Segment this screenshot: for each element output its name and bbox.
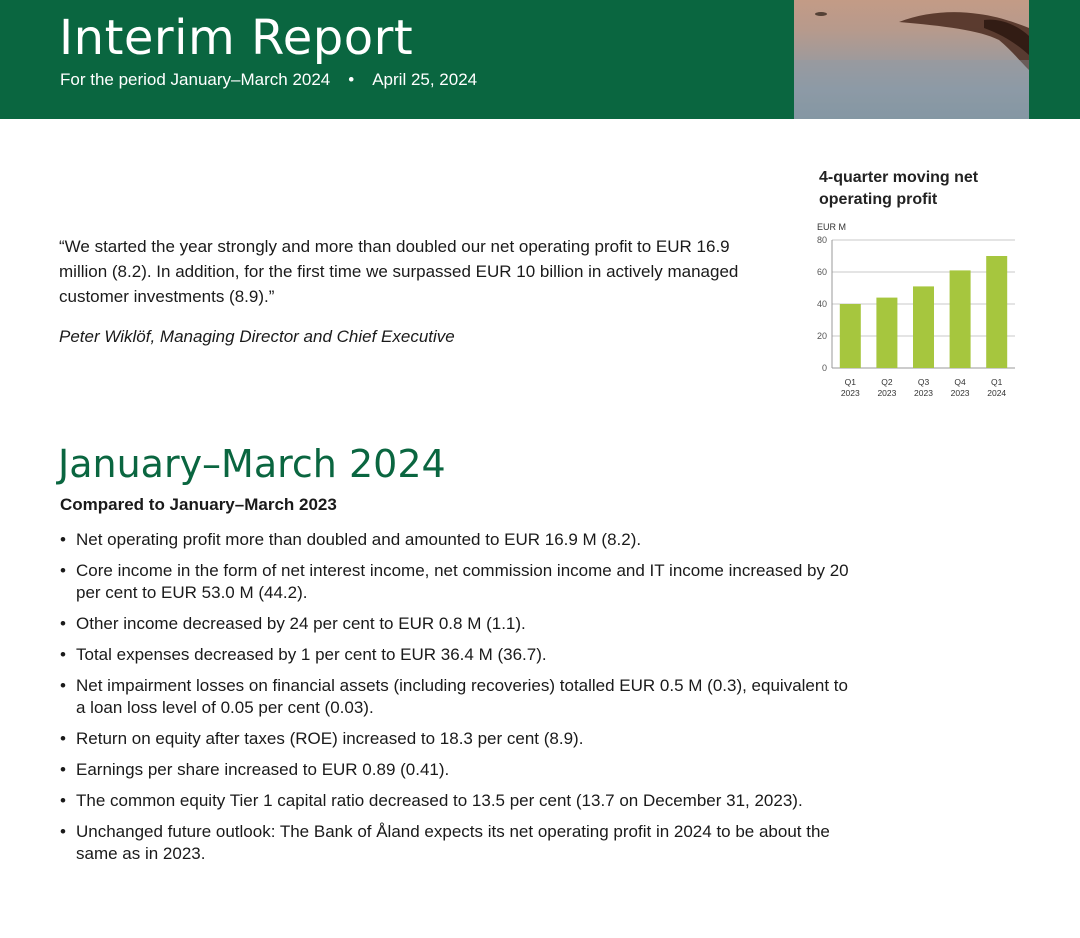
report-title: Interim Report: [59, 10, 414, 66]
bar: [913, 286, 934, 368]
highlight-item: • Net impairment losses on financial assets (including recoveries) totalled EUR 0.5 M (0.3), equivalent to a loan loss level of 0.05 per cent (0.03).: [60, 675, 850, 719]
x-tick-label-year: 2023: [840, 388, 860, 398]
x-tick-label-year: 2023: [877, 388, 897, 398]
bar: [840, 304, 861, 368]
highlight-item: • Unchanged future outlook: The Bank of Åland expects its net operating profit in 2024 to be about the same as in 2023.: [60, 821, 850, 865]
report-subtitle: [60, 70, 477, 90]
x-tick-label-quarter: Q2: [881, 377, 893, 387]
x-tick-label-year: 2024: [987, 388, 1007, 398]
y-axis-unit: EUR M: [817, 222, 846, 232]
bar: [986, 256, 1007, 368]
report-date: April 25, 2024: [372, 70, 478, 89]
bar: [950, 270, 971, 368]
report-period: For the period January–March 2024: [60, 70, 331, 89]
y-tick-label: 40: [816, 299, 827, 309]
x-tick-label-year: 2023: [950, 388, 970, 398]
section-title: January–March 2024: [58, 442, 446, 486]
y-tick-label: 20: [816, 331, 827, 341]
coastline-image: [794, 0, 1029, 119]
separator-dot: •: [348, 70, 355, 89]
highlight-item: • Net operating profit more than doubled and amounted to EUR 16.9 M (8.2).: [60, 529, 850, 551]
highlights-list: [60, 529, 850, 874]
header-photo: [794, 0, 1029, 119]
x-tick-label-quarter: Q3: [917, 377, 930, 387]
section-subtitle: Compared to January–March 2023: [60, 495, 337, 514]
highlight-item: • Return on equity after taxes (ROE) increased to 18.3 per cent (8.9).: [60, 728, 850, 750]
ceo-quote: “We started the year strongly and more than doubled our net operating profit to EUR 16.9 million (8.2). In addition, for the first time we surpassed EUR 10 billion in actively managed customer investments (8.9).”: [59, 237, 739, 306]
y-tick-label: 60: [816, 267, 827, 277]
highlight-item: • Other income decreased by 24 per cent to EUR 0.8 M (1.1).: [60, 613, 850, 635]
header-banner: [0, 0, 1080, 119]
highlight-item: • The common equity Tier 1 capital ratio decreased to 13.5 per cent (13.7 on December 31, 2023).: [60, 790, 850, 812]
y-tick-label: 0: [821, 363, 827, 373]
x-tick-label-quarter: Q4: [954, 377, 966, 387]
highlight-item: • Total expenses decreased by 1 per cent to EUR 36.4 M (36.7).: [60, 644, 850, 666]
chart-title: 4-quarter moving net operating profit: [819, 169, 979, 208]
x-tick-label-quarter: Q1: [991, 377, 1003, 387]
x-tick-label-quarter: Q1: [844, 377, 856, 387]
highlight-item: • Earnings per share increased to EUR 0.89 (0.41).: [60, 759, 850, 781]
bar: [876, 298, 897, 368]
y-tick-label: 80: [816, 235, 827, 245]
highlight-item: • Core income in the form of net interest income, net commission income and IT income increased by 20 per cent to EUR 53.0 M (44.2).: [60, 560, 850, 604]
profit-bar-chart: [800, 218, 1030, 408]
x-tick-label-year: 2023: [914, 388, 933, 398]
quote-author: Peter Wiklöf, Managing Director and Chief Executive: [59, 327, 455, 346]
